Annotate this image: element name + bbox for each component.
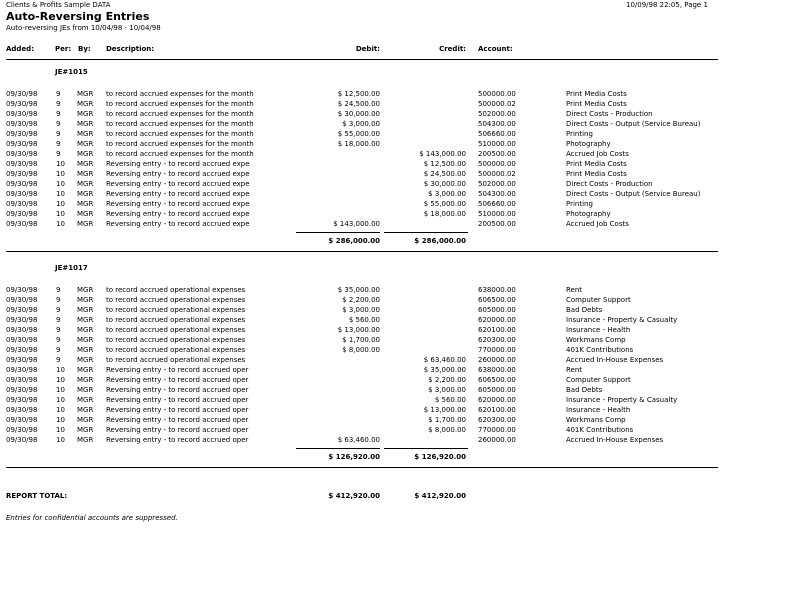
row-user: MGR	[77, 140, 94, 148]
row-added-date: 09/30/98	[6, 336, 38, 344]
row-account-name: Insurance - Property & Casualty	[566, 396, 678, 404]
row-debit: $ 3,000.00	[342, 120, 380, 128]
row-user: MGR	[77, 386, 94, 394]
row-debit: $ 63,460.00	[337, 436, 380, 444]
row-added-date: 09/30/98	[6, 326, 38, 334]
row-account-name: Photography	[566, 210, 611, 218]
row-credit: $ 35,000.00	[423, 366, 466, 374]
column-header-account: Account:	[478, 45, 513, 53]
group-total-credit: $ 286,000.00	[414, 237, 466, 245]
row-account-number: 500000.00	[478, 90, 516, 98]
row-account-name: Insurance - Health	[566, 406, 631, 414]
row-added-date: 09/30/98	[6, 160, 38, 168]
row-account-name: Workmans Comp	[566, 416, 626, 424]
row-period: 10	[56, 366, 65, 374]
row-credit: $ 63,460.00	[423, 356, 466, 364]
row-period: 9	[56, 296, 61, 304]
column-header-added: Added:	[6, 45, 34, 53]
row-description: to record accrued expenses for the month	[106, 150, 254, 158]
row-credit: $ 12,500.00	[423, 160, 466, 168]
row-account-number: 620300.00	[478, 336, 516, 344]
row-user: MGR	[77, 416, 94, 424]
debit-total-rule	[296, 448, 380, 449]
row-added-date: 09/30/98	[6, 346, 38, 354]
row-added-date: 09/30/98	[6, 150, 38, 158]
row-description: Reversing entry - to record accrued oper	[106, 376, 249, 384]
row-account-name: Workmans Comp	[566, 336, 626, 344]
row-credit: $ 55,000.00	[423, 200, 466, 208]
row-added-date: 09/30/98	[6, 140, 38, 148]
row-user: MGR	[77, 90, 94, 98]
row-period: 9	[56, 120, 61, 128]
row-debit: $ 2,200.00	[342, 296, 380, 304]
row-user: MGR	[77, 200, 94, 208]
row-account-number: 500000.02	[478, 170, 516, 178]
row-account-number: 606500.00	[478, 296, 516, 304]
row-description: Reversing entry - to record accrued oper	[106, 396, 249, 404]
row-description: Reversing entry - to record accrued oper	[106, 366, 249, 374]
row-account-number: 200500.00	[478, 220, 516, 228]
header-rule	[6, 59, 718, 60]
row-added-date: 09/30/98	[6, 386, 38, 394]
row-debit: $ 13,000.00	[337, 326, 380, 334]
debit-total-rule	[296, 232, 380, 233]
je-group-label: JE#1017	[55, 264, 88, 272]
row-added-date: 09/30/98	[6, 190, 38, 198]
row-account-number: 605000.00	[478, 386, 516, 394]
row-added-date: 09/30/98	[6, 170, 38, 178]
row-added-date: 09/30/98	[6, 110, 38, 118]
row-added-date: 09/30/98	[6, 130, 38, 138]
report-total-credit: $ 412,920.00	[414, 492, 466, 500]
row-description: Reversing entry - to record accrued oper	[106, 416, 249, 424]
group-separator-rule	[6, 467, 718, 468]
row-credit: $ 2,200.00	[428, 376, 466, 384]
row-period: 10	[56, 220, 65, 228]
credit-total-rule	[384, 232, 468, 233]
column-header-per: Per:	[55, 45, 72, 53]
row-user: MGR	[77, 100, 94, 108]
column-header-by: By:	[78, 45, 91, 53]
group-total-debit: $ 286,000.00	[328, 237, 380, 245]
row-description: to record accrued expenses for the month	[106, 110, 254, 118]
row-account-name: Direct Costs - Production	[566, 110, 653, 118]
row-account-name: Computer Support	[566, 376, 631, 384]
row-period: 10	[56, 406, 65, 414]
row-added-date: 09/30/98	[6, 296, 38, 304]
je-group-label: JE#1015	[55, 68, 88, 76]
row-period: 9	[56, 336, 61, 344]
row-user: MGR	[77, 286, 94, 294]
row-account-number: 260000.00	[478, 436, 516, 444]
row-debit: $ 30,000.00	[337, 110, 380, 118]
row-account-number: 638000.00	[478, 286, 516, 294]
row-user: MGR	[77, 346, 94, 354]
row-account-name: Printing	[566, 130, 593, 138]
row-credit: $ 8,000.00	[428, 426, 466, 434]
row-period: 9	[56, 100, 61, 108]
row-credit: $ 30,000.00	[423, 180, 466, 188]
row-period: 10	[56, 190, 65, 198]
row-user: MGR	[77, 306, 94, 314]
row-description: to record accrued operational expenses	[106, 316, 246, 324]
row-added-date: 09/30/98	[6, 376, 38, 384]
row-user: MGR	[77, 160, 94, 168]
row-debit: $ 35,000.00	[337, 286, 380, 294]
row-description: Reversing entry - to record accrued expe	[106, 160, 250, 168]
row-account-number: 502000.00	[478, 110, 516, 118]
row-account-number: 200500.00	[478, 150, 516, 158]
row-credit: $ 13,000.00	[423, 406, 466, 414]
row-account-name: Bad Debts	[566, 386, 603, 394]
row-account-number: 504300.00	[478, 120, 516, 128]
row-description: Reversing entry - to record accrued expe	[106, 190, 250, 198]
group-separator-rule	[6, 251, 718, 252]
row-description: to record accrued operational expenses	[106, 336, 246, 344]
row-credit: $ 3,000.00	[428, 386, 466, 394]
row-description: Reversing entry - to record accrued expe	[106, 200, 250, 208]
row-description: Reversing entry - to record accrued expe	[106, 170, 250, 178]
row-added-date: 09/30/98	[6, 416, 38, 424]
row-user: MGR	[77, 326, 94, 334]
row-period: 9	[56, 110, 61, 118]
row-added-date: 09/30/98	[6, 366, 38, 374]
row-added-date: 09/30/98	[6, 356, 38, 364]
row-account-name: Insurance - Property & Casualty	[566, 316, 678, 324]
row-account-name: 401K Contributions	[566, 426, 634, 434]
row-description: to record accrued operational expenses	[106, 356, 246, 364]
row-account-name: Direct Costs - Output (Service Bureau)	[566, 190, 701, 198]
row-account-number: 510000.00	[478, 210, 516, 218]
row-account-number: 620300.00	[478, 416, 516, 424]
row-period: 10	[56, 180, 65, 188]
row-account-number: 502000.00	[478, 180, 516, 188]
company-name: Clients & Profits Sample DATA	[6, 1, 111, 9]
row-credit: $ 1,700.00	[428, 416, 466, 424]
row-period: 10	[56, 386, 65, 394]
row-account-name: Printing	[566, 200, 593, 208]
row-account-name: Accrued Job Costs	[566, 220, 629, 228]
row-user: MGR	[77, 356, 94, 364]
row-user: MGR	[77, 296, 94, 304]
row-debit: $ 24,500.00	[337, 100, 380, 108]
row-period: 10	[56, 200, 65, 208]
row-account-name: Insurance - Health	[566, 326, 631, 334]
row-account-number: 620000.00	[478, 316, 516, 324]
row-account-number: 620100.00	[478, 326, 516, 334]
row-added-date: 09/30/98	[6, 436, 38, 444]
row-account-name: Print Media Costs	[566, 90, 627, 98]
row-account-number: 770000.00	[478, 426, 516, 434]
row-period: 9	[56, 130, 61, 138]
report-total-label: REPORT TOTAL:	[6, 492, 68, 500]
row-account-name: 401K Contributions	[566, 346, 634, 354]
row-added-date: 09/30/98	[6, 426, 38, 434]
row-description: to record accrued operational expenses	[106, 296, 246, 304]
row-description: to record accrued expenses for the month	[106, 100, 254, 108]
column-header-description: Description:	[106, 45, 155, 53]
row-added-date: 09/30/98	[6, 286, 38, 294]
row-user: MGR	[77, 366, 94, 374]
row-user: MGR	[77, 426, 94, 434]
row-account-number: 500000.02	[478, 100, 516, 108]
row-account-name: Print Media Costs	[566, 100, 627, 108]
row-added-date: 09/30/98	[6, 396, 38, 404]
row-debit: $ 3,000.00	[342, 306, 380, 314]
row-period: 9	[56, 150, 61, 158]
row-period: 10	[56, 396, 65, 404]
row-description: to record accrued expenses for the month	[106, 90, 254, 98]
row-account-number: 605000.00	[478, 306, 516, 314]
row-period: 9	[56, 346, 61, 354]
row-period: 10	[56, 160, 65, 168]
row-user: MGR	[77, 396, 94, 404]
row-account-name: Direct Costs - Production	[566, 180, 653, 188]
row-added-date: 09/30/98	[6, 100, 38, 108]
report-title: Auto-Reversing Entries	[6, 10, 150, 23]
row-user: MGR	[77, 336, 94, 344]
row-added-date: 09/30/98	[6, 120, 38, 128]
row-account-name: Print Media Costs	[566, 160, 627, 168]
row-account-name: Print Media Costs	[566, 170, 627, 178]
row-user: MGR	[77, 170, 94, 178]
row-description: to record accrued operational expenses	[106, 346, 246, 354]
row-description: to record accrued expenses for the month	[106, 130, 254, 138]
row-credit: $ 143,000.00	[419, 150, 466, 158]
row-account-number: 506660.00	[478, 200, 516, 208]
row-user: MGR	[77, 130, 94, 138]
row-account-number: 506660.00	[478, 130, 516, 138]
report-total-debit: $ 412,920.00	[328, 492, 380, 500]
row-description: to record accrued operational expenses	[106, 306, 246, 314]
row-period: 9	[56, 286, 61, 294]
row-account-name: Accrued Job Costs	[566, 150, 629, 158]
row-account-name: Bad Debts	[566, 306, 603, 314]
row-account-name: Accrued In-House Expenses	[566, 356, 664, 364]
row-account-name: Computer Support	[566, 296, 631, 304]
row-account-name: Accrued In-House Expenses	[566, 436, 664, 444]
row-debit: $ 55,000.00	[337, 130, 380, 138]
row-period: 10	[56, 170, 65, 178]
row-added-date: 09/30/98	[6, 316, 38, 324]
row-period: 10	[56, 210, 65, 218]
print-date-page: 10/09/98 22:05, Page 1	[626, 1, 708, 9]
row-user: MGR	[77, 120, 94, 128]
row-account-number: 620000.00	[478, 396, 516, 404]
row-added-date: 09/30/98	[6, 406, 38, 414]
row-user: MGR	[77, 376, 94, 384]
row-account-number: 638000.00	[478, 366, 516, 374]
row-debit: $ 143,000.00	[333, 220, 380, 228]
row-debit: $ 12,500.00	[337, 90, 380, 98]
row-account-number: 500000.00	[478, 160, 516, 168]
group-total-credit: $ 126,920.00	[414, 453, 466, 461]
row-account-name: Rent	[566, 366, 583, 374]
column-header-debit: Debit:	[355, 45, 380, 53]
row-description: to record accrued expenses for the month	[106, 140, 254, 148]
group-total-debit: $ 126,920.00	[328, 453, 380, 461]
row-credit: $ 18,000.00	[423, 210, 466, 218]
row-added-date: 09/30/98	[6, 306, 38, 314]
row-description: Reversing entry - to record accrued expe	[106, 180, 250, 188]
row-debit: $ 8,000.00	[342, 346, 380, 354]
row-added-date: 09/30/98	[6, 90, 38, 98]
row-account-number: 510000.00	[478, 140, 516, 148]
row-user: MGR	[77, 110, 94, 118]
row-user: MGR	[77, 210, 94, 218]
row-description: Reversing entry - to record accrued oper	[106, 386, 249, 394]
row-period: 9	[56, 316, 61, 324]
row-account-number: 260000.00	[478, 356, 516, 364]
row-period: 10	[56, 376, 65, 384]
row-description: to record accrued operational expenses	[106, 286, 246, 294]
row-added-date: 09/30/98	[6, 200, 38, 208]
row-description: to record accrued operational expenses	[106, 326, 246, 334]
row-user: MGR	[77, 190, 94, 198]
row-debit: $ 1,700.00	[342, 336, 380, 344]
row-description: Reversing entry - to record accrued oper	[106, 426, 249, 434]
row-credit: $ 24,500.00	[423, 170, 466, 178]
row-user: MGR	[77, 436, 94, 444]
row-description: Reversing entry - to record accrued expe	[106, 220, 250, 228]
row-description: Reversing entry - to record accrued expe	[106, 210, 250, 218]
row-account-name: Rent	[566, 286, 583, 294]
row-period: 9	[56, 140, 61, 148]
row-period: 10	[56, 426, 65, 434]
row-credit: $ 560.00	[434, 396, 466, 404]
row-added-date: 09/30/98	[6, 180, 38, 188]
row-description: to record accrued expenses for the month	[106, 120, 254, 128]
credit-total-rule	[384, 448, 468, 449]
row-user: MGR	[77, 316, 94, 324]
row-period: 10	[56, 416, 65, 424]
row-user: MGR	[77, 180, 94, 188]
row-period: 9	[56, 356, 61, 364]
row-period: 9	[56, 306, 61, 314]
row-description: Reversing entry - to record accrued oper	[106, 436, 249, 444]
row-description: Reversing entry - to record accrued oper	[106, 406, 249, 414]
row-debit: $ 18,000.00	[337, 140, 380, 148]
row-period: 9	[56, 90, 61, 98]
row-debit: $ 560.00	[348, 316, 380, 324]
row-account-name: Photography	[566, 140, 611, 148]
row-user: MGR	[77, 220, 94, 228]
row-added-date: 09/30/98	[6, 220, 38, 228]
row-period: 9	[56, 326, 61, 334]
row-user: MGR	[77, 150, 94, 158]
row-account-number: 620100.00	[478, 406, 516, 414]
row-account-name: Direct Costs - Output (Service Bureau)	[566, 120, 701, 128]
row-period: 10	[56, 436, 65, 444]
footnote: Entries for confidential accounts are suppressed.	[6, 514, 178, 522]
row-account-number: 770000.00	[478, 346, 516, 354]
row-account-number: 606500.00	[478, 376, 516, 384]
column-header-credit: Credit:	[439, 45, 466, 53]
report-subtitle: Auto-reversing JEs from 10/04/98 - 10/04/98	[6, 24, 161, 32]
row-user: MGR	[77, 406, 94, 414]
row-added-date: 09/30/98	[6, 210, 38, 218]
row-credit: $ 3,000.00	[428, 190, 466, 198]
row-account-number: 504300.00	[478, 190, 516, 198]
